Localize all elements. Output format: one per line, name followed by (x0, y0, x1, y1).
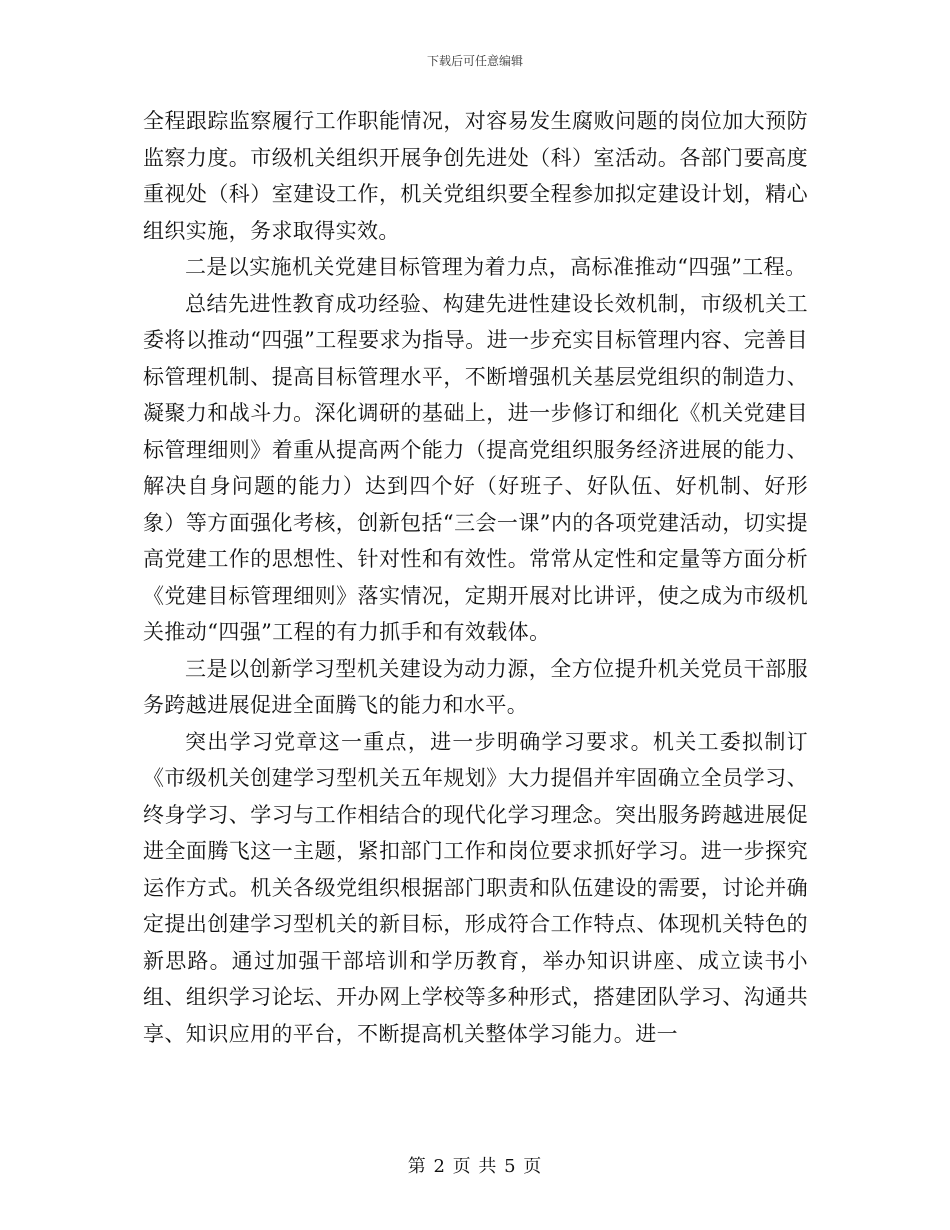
paragraph-4: 三是以创新学习型机关建设为动力源，全方位提升机关党员干部服务跨越进展促进全面腾飞的能力和水平。 (143, 656, 808, 717)
page-number-footer: 第 2 页 共 5 页 (407, 1156, 543, 1177)
page-header: 下载后可任意编辑 (426, 54, 523, 68)
paragraph-5: 突出学习党章这一重点，进一步明确学习要求。机关工委拟制订《市级机关创建学习型机关五年规划》大力提倡并牢固确立全员学习、终身学习、学习与工作相结合的现代化学习理念。突出服务跨越进展促进全面腾飞这一主题，紧扣部门工作和岗位要求抓好学习。进一步探究运作方式。机关各级党组织根据部门职责和队伍建设的需要，讨论并确定提出创建学习型机关的新目标，形成符合工作特点、体现机关特色的新思路。通过加强干部培训和学历教育，举办知识讲座、成立读书小组、组织学习论坛、开办网上学校等多种形式，搭建团队学习、沟通共享、知识应用的平台，不断提高机关整体学习能力。进一 (143, 729, 808, 1046)
paragraph-3: 总结先进性教育成功经验、构建先进性建设长效机制，市级机关工委将以推动“四强”工程要求为指导。进一步充实目标管理内容、完善目标管理机制、提高目标管理水平，不断增强机关基层党组织的制造力、凝聚力和战斗力。深化调研的基础上，进一步修订和细化《机关党建目标管理细则》着重从提高两个能力（提高党组织服务经济进展的能力、解决自身问题的能力）达到四个好（好班子、好队伍、好机制、好形象）等方面强化考核，创新包括“三会一课”内的各项党建活动，切实提高党建工作的思想性、针对性和有效性。常常从定性和定量等方面分析《党建目标管理细则》落实情况，定期开展对比讲评，使之成为市级机关推动“四强”工程的有力抓手和有效载体。 (143, 291, 808, 644)
paragraph-1: 全程跟踪监察履行工作职能情况，对容易发生腐败问题的岗位加大预防监察力度。市级机关组织开展争创先进处（科）室活动。各部门要高度重视处（科）室建设工作，机关党组织要全程参加拟定建设计划，精心组织实施，务求取得实效。 (143, 109, 808, 243)
paragraph-2: 二是以实施机关党建目标管理为着力点，高标准推动“四强”工程。 (185, 255, 807, 279)
document-body (143, 103, 808, 1052)
